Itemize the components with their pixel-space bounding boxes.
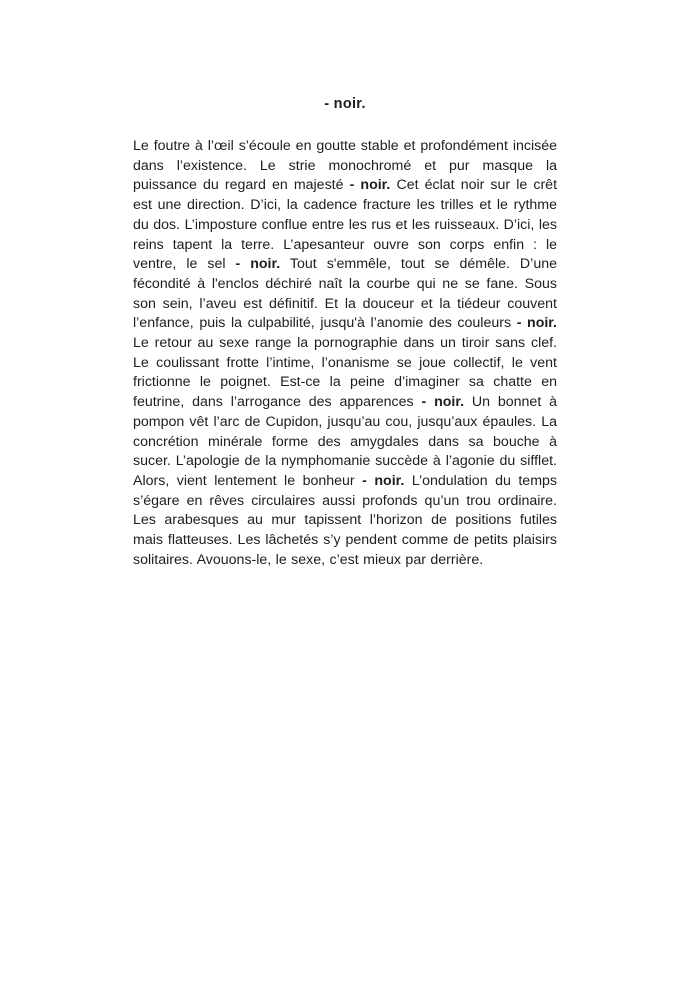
noir-marker: - noir. bbox=[516, 315, 557, 332]
noir-marker: - noir. bbox=[235, 256, 281, 273]
text-segment: Tout s'emmêle, tout se démêle. D’une fécondité à l'enclos déchiré naît la courbe qui ne se fane. Sous son sein, l’aveu est définitif. Et la douceur et la tiédeur couvent l’enfance, puis la culpabilité, jusqu'à l’anomie des couleurs bbox=[133, 256, 558, 332]
noir-marker: - noir. bbox=[362, 472, 405, 489]
text-segment: L’ondulation du temps s’égare en rêves circulaires aussi profonds qu’un trou ordinaire. Les arabesques au mur tapissent l’horizon de positions futiles mais flatteuses. Les lâchetés s’y pendent comme de petits plaisirs solitaires. Avouons-le, le sexe, c’est mieux par derrière. bbox=[133, 472, 557, 568]
text-segment: Cet éclat noir sur le crêt est une direction. D’ici, la cadence fracture les trilles et le rythme du dos. L’imposture conflue entre les rus et les ruisseaux. D’ici, les reins tapent la terre. L’apesanteur ouvre son corps enfin : le ventre, le sel bbox=[133, 177, 558, 273]
text-segment: Le retour au sexe range la pornographie dans un tiroir sans clef. Le coulissant frotte l’intime, l’onanisme se joue collectif, le vent frictionne le poignet. Est-ce la peine d’imaginer sa chatte en feutrine, dans l’arrogance des apparences bbox=[133, 335, 557, 411]
noir-marker: - noir. bbox=[349, 177, 391, 194]
noir-marker: - noir. bbox=[421, 394, 465, 411]
text-segment: Le foutre à l’œil s’écoule en goutte stable et profondément incisée dans l’existence. Le strie monochromé et pur masque la puissance du regard en majesté bbox=[133, 138, 557, 194]
page-title: - noir. bbox=[324, 96, 366, 112]
body-paragraph bbox=[133, 137, 557, 570]
text-segment: Un bonnet à pompon vêt l’arc de Cupidon, jusqu’au cou, jusqu’aux épaules. La concrétion minérale forme des amygdales dans sa bouche à sucer. L’apologie de la nymphomanie succède à l’agonie du sifflet. Alors, vient lentement le bonheur bbox=[133, 394, 558, 489]
document-page bbox=[133, 96, 557, 570]
